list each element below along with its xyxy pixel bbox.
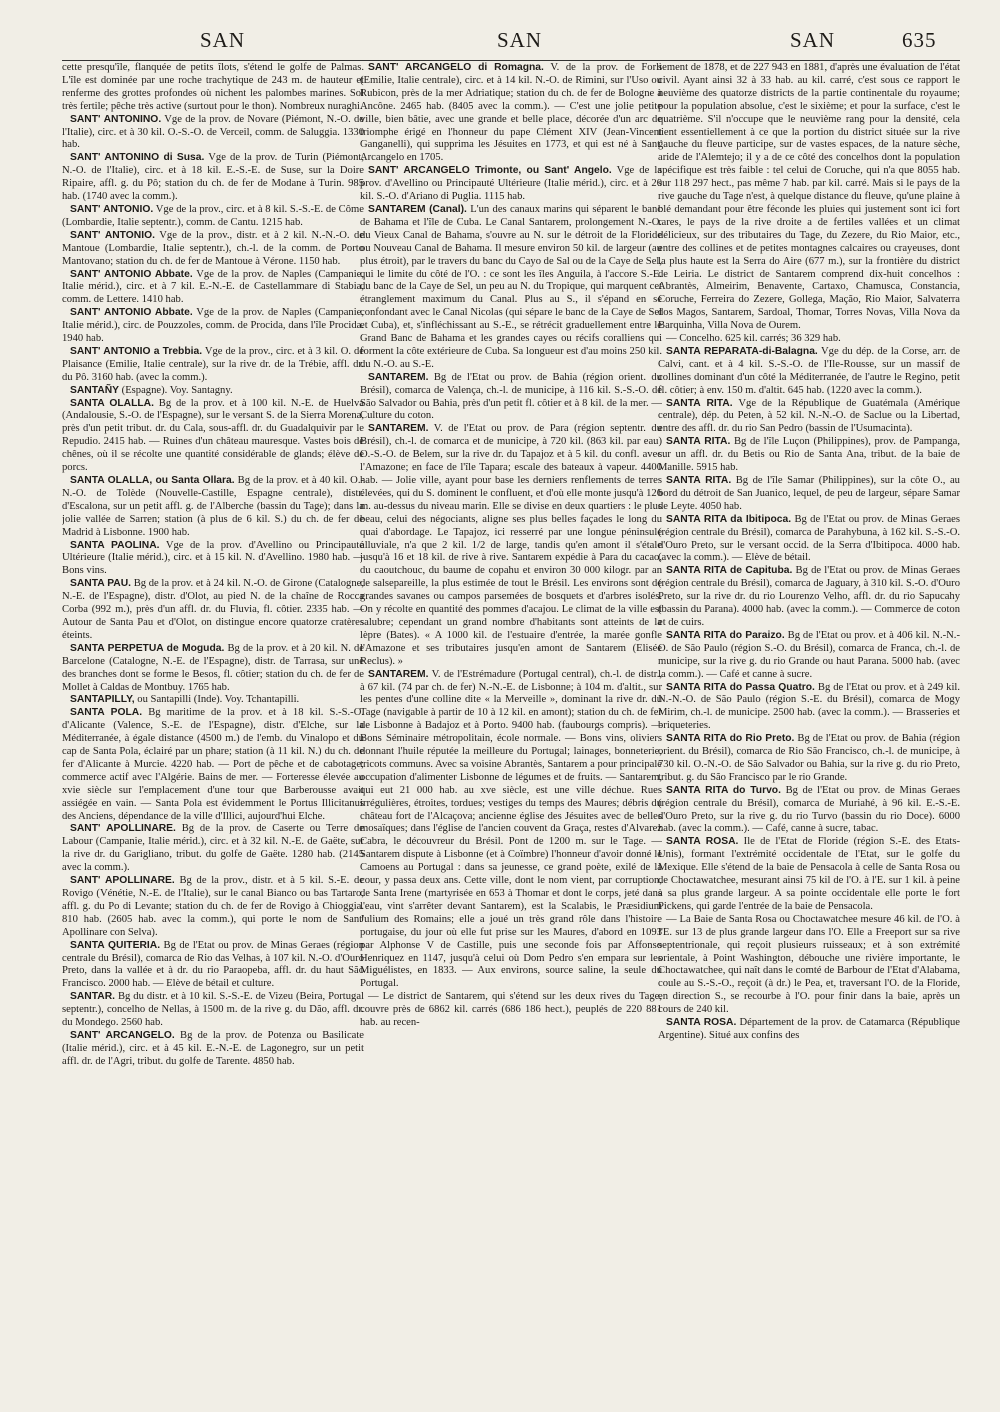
dictionary-entry (62, 707, 364, 823)
entry-text: Vge de la prov. d'Avellino ou Principauté Ultérieure (Italie mérid.), circ. et à 15 kil. N. d'Avellino. 1980 hab. — Bons vins. (62, 539, 364, 577)
dictionary-entry (62, 152, 364, 204)
entry-text: Vge de la prov. de Naples (Campanie, Italie mérid.), circ. et à 7 kil. E.-N.-E. de Castellammare di Stabia, comm. de Lettere. 1410 hab. (62, 268, 364, 306)
entry-text: L'un des canaux marins qui séparent le banc de Bahama et l'île de Cuba. Le Canal Santarem, prolongement N.-O. du Vieux Canal de Bahama, s'ouvre au N. sur le détroit de la Floride ou Nouveau Canal de Bahama. Il mesure environ 50 kil. de largeur (au plus étroit), par le travers du banc du Cayo de Sal ou de la Caye de Sel, qui le limite du côté de l'O. : ce sont les îles Anguila, à l'accore S.-E. du banc de la Caye de Sel, un peu au N. du Tropique, qui marquent cet étranglement maximum du Canal. Plus au S., il s'épand en se confondant avec le Canal Nicolas (qui sépare le banc de la Caye de Sel et Cuba), et, s'infléchissant au S.-E., se rétrécit graduellement entre le Grand Banc de Bahama et les grandes cayes ou récifs coralliens qui forment la côte extérieure de Cuba. Sa longueur est d'au moins 250 kil. du N.-O. au S.-E. (360, 203, 662, 370)
entry-text: V. de la prov. de Forlì (Emilie, Italie centrale), circ. et à 14 kil. N.-O. de Rimini, sur l'Uso ou Rubicon, près de la mer Adriatique; station du ch. de fer de Bologne à Ancône. 2465 hab. (8405 avec la comm.). — C'est une jolie petite ville, bien bâtie, avec une grande et belle place, décorée d'un arc de triomphe érigé en l'honneur du pape Clément XIV (Jean-Vincent Ganganelli), qui supprima les Jésuites en 1773, et qui est né à Sant' Arcangelo en 1705. (360, 62, 662, 164)
dictionary-entry (62, 307, 364, 346)
entry-text: Département de la prov. de Catamarca (République Argentine). Situé aux confins des (658, 1017, 960, 1041)
entry-headword: SANT' ANTONINO. (70, 113, 162, 125)
dictionary-entry (62, 346, 364, 385)
entry-headword: SANTA OLALLA, ou Santa Ollara. (70, 475, 235, 486)
entry-text: Bg de l'Etat ou prov. de Minas Geraes (région centrale du Brésil), comarca de Jaguary, à 310 kil. S.-O. d'Ouro Preto, sur la rive dr. du rio Lourenzo Velho, affl. dr. du rio Sapucahy (bassin du Parana). 4000 hab. (avec la comm.). — Commerce de coton et de cuirs. (658, 565, 960, 628)
dictionary-entry (360, 669, 662, 992)
dictionary-entry (658, 836, 960, 913)
dictionary-entry (360, 372, 662, 424)
dictionary-entry (658, 630, 960, 682)
entry-text: Vge de la prov. de Turin (Piémont, N.-O. de l'Italie), circ. et à 18 kil. E.-S.-E. de Suse, sur la Doire Ripaire, affl. g. du Pô; station du ch. de fer de Modane à Turin. 985 hab. (1740 avec la comm.). (62, 152, 364, 203)
entry-headword: SANTA PAOLINA. (70, 539, 160, 551)
entry-headword: SANTA OLALLA. (70, 397, 154, 409)
entry-text: Bg de l'île Luçon (Philippines), prov. de Pampanga, sur un affl. dr. du Betis ou Rio de Santa Ana, tribut. de la baie de Manille. 5915 hab. (658, 436, 960, 474)
running-head-center: SAN (497, 28, 543, 52)
header-rule (62, 60, 960, 61)
dictionary-entry (658, 1017, 960, 1043)
entry-headword: SANTA RITA da Ibitipoca. (666, 513, 792, 525)
entry-text: Vge du dép. de la Corse, arr. de Calvi, cant. et à 4 kil. S.-S.-O. de l'Ile-Rousse, sur un massif de collines dominant d'un côté la Méditerranée, de l'autre le Regino, petit fl. côtier; à env. 150 m. d'altit. 645 hab. (1220 avec la comm.). (658, 345, 960, 396)
entry-headword: SANTAREM. (368, 371, 429, 383)
entry-text: Ile de l'Etat de Floride (région S.-E. des Etats-Unis), formant l'extrémité occidentale de l'Etat, sur le golfe du Mexique. Elle s'étend de la baie de Pensacola à celle de Santa Rosa ou de Choctawatchee, mesurant ainsi 75 kil de l'O. à l'E. sur 1 kil. à peine à sa plus grande largeur. A sa pointe occidentale elle porte le fort Pickens, qui garde l'entrée de la baie de Pensacola. (658, 836, 960, 912)
dictionary-entry (658, 436, 960, 475)
dictionary-entry (658, 914, 960, 1017)
dictionary-entry (62, 940, 364, 992)
entry-headword: SANTA RITA. (666, 436, 731, 448)
dictionary-entry (62, 1030, 364, 1069)
entry-headword: SANTA RITA de Capituba. (666, 565, 793, 577)
dictionary-entry (62, 114, 364, 153)
dictionary-entry (360, 62, 662, 165)
entry-headword: SANT' APOLLINARE. (70, 875, 175, 887)
entry-text: Vge de la prov., circ. et à 8 kil. S.-S.-E. de Côme (Lombardie, Italie septentr.), comm. de Cantu. 1215 hab. (62, 203, 364, 228)
entry-headword: SANT' ANTONIO Abbate. (70, 307, 193, 319)
entry-headword: SANTAÑY (70, 384, 120, 396)
dictionary-entry (62, 643, 364, 695)
entry-text: Vge de la prov. de Naples (Campanie, Italie mérid.), circ. de Pouzzoles, comm. de Procida, dans l'île Procida. 1940 hab. (62, 307, 364, 345)
running-head-right: SAN (790, 28, 836, 52)
entry-text: Bg de l'Etat ou prov. de Bahia (région orient. du Brésil), comarca de Rio São Francisco, ch.-l. de municipe, à 730 kil. O.-N.-O. de São Salvador ou Bahia, sur la rive g. du rio Preto, tribut. g. du São Francisco par le rio Grande. (658, 733, 960, 783)
entry-text: Bg de la prov., distr. et à 5 kil. S.-E. de Rovigo (Vénétie, N.-E. de l'Italie), sur le canal Bianco ou bas Tartaro, affl. g. du Po di Levante; station du ch. de fer de Rovigo à Chioggia. 810 hab. (2605 hab. avec la comm.), qui porte le nom de Sant' Apollinare con Selva). (62, 875, 364, 938)
entry-headword: SANT' ARCANGELO di Romagna. (368, 62, 544, 73)
entry-text: — Le district de Santarem, qui s'étend sur les deux rives du Tage, couvre près de 6862 kil. carrés (686 186 hect.), peuplés de 220 881 hab. au recen- (360, 991, 662, 1029)
entry-text: — Concelho. 625 kil. carrés; 36 329 hab. (666, 333, 841, 345)
dictionary-entry (360, 204, 662, 372)
entry-text: V. de l'Etat ou prov. de Para (région septentr. du Brésil), ch.-l. de comarca et de municipe, à 720 kil. (863 kil. par eau) O.-S.-O. de Belem, sur la rive dr. du Tapajoz et à 5 kil. du confl. avec l'Amazone; en face de l'île Tapara; escale des bateaux à vapeur. 4400 hab. — Jolie ville, ayant pour base les derniers renflements de terres élevées, qui du S. dominent le confluent, et d'où elle monte jusqu'à 126 m. au-dessus du niveau marin. Elle se divise en deux quartiers : le plus beau, celui des négociants, aligne ses plus belles façades le long du quai d'abordage. Le Tapajoz, ici resserré par une longue péninsule alluviale, n'a que 2 kil. 1/2 de large, tandis qu'en amont il s'étale jusqu'à 16 et 18 kil. de rive à rive. Santarem expédie à Para du cacao, du caoutchouc, du baume de copahu et environ 30 000 kilogr. par an de salsepareille, la plus estimée de tout le Brésil. Les environs sont de grandes savanes ou campos parsemées de bosquets et d'arbres isolés. On y récolte en quantité des pommes d'acajou. Le climat de la ville est salubre; cependant un grand nombre d'habitants sont atteints de la lèpre (Bates). « A 1000 kil. de l'estuaire d'entrée, la marée gonfle l'Amazone et ses tributaires jusqu'en amont de Santarem (Elisée Reclus). » (360, 423, 662, 667)
dictionary-entry (658, 733, 960, 785)
dictionary-entry (658, 346, 960, 398)
dictionary-entry (658, 565, 960, 630)
entry-text: Bg de la prov. et à 100 kil. N.-E. de Huelva (Andalousie, S.-O. de l'Espagne), sur le versant S. de la Sierra Morena, près d'un petit tribut. dr. du Cala, sous-affl. dr. du Guadalquivir par le Repudio. 2415 hab. — Ruines d'un château mauresque. Vastes bois de chênes, où il se récolte une quantité considérable de glands; élève de porcs. (62, 397, 364, 474)
entry-headword: SANTA RITA do Paraizo. (666, 629, 785, 641)
entry-headword: SANT' ANTONIO. (70, 229, 155, 241)
entry-text: Bg de l'Etat ou prov. de Bahia (région orient. du Brésil), comarca de Valença, ch.-l. de municipe, à 116 kil. S.-S.-O. de São Salvador ou Bahia, près d'un petit fl. côtier et à 8 kil. de la mer. — Culture du coton. (360, 371, 662, 422)
dictionary-entry (62, 398, 364, 475)
dictionary-entry (658, 475, 960, 514)
dictionary-entry (360, 423, 662, 668)
entry-headword: SANT' ARCANGELO Trimonte, ou Sant' Angelo. (368, 165, 612, 177)
dictionary-entry (658, 514, 960, 566)
dictionary-entry (62, 823, 364, 875)
dictionary-entry (62, 385, 364, 398)
dictionary-entry (658, 398, 960, 437)
entry-text: Bg de l'Etat ou prov. de Minas Geraes (région centrale du Brésil), comarca de Rio das Velhas, à 107 kil. N.-O. d'Ouro Preto, dans la vallée et à dr. du rio Paraopeba, affl. dr. du haut São Francisco. 2000 hab. — Elève de bétail et culture. (62, 939, 364, 990)
entry-text: Vge de la prov. d'Avellino ou Principauté Ultérieure (Italie mérid.), circ. et à 20 kil. S.-O. d'Ariano di Puglia. 1115 hab. (360, 165, 662, 203)
entry-text: Vge de la prov., distr. et à 2 kil. N.-N.-O. de Mantoue (Lombardie, Italie septentr.), ch.-l. de la comm. de Porto Mantovano; station du ch. de fer de Mantoue à Vérone. 1150 hab. (62, 229, 364, 267)
entry-headword: SANTAREM. (368, 423, 429, 435)
entry-text: Bg de la prov. de Potenza ou Basilicate (Italie mérid.), circ. et à 45 kil. E.-N.-E. de Lagonegro, sur un petit affl. dr. de l'Agri, tribut. du golfe de Tarente. 4850 hab. (62, 1029, 364, 1067)
dictionary-entry (62, 62, 364, 114)
entry-headword: SANT' ANTONIO a Trebbia. (70, 345, 203, 357)
entry-headword: SANTA RITA do Rio Preto. (666, 733, 795, 745)
entry-headword: SANTAREM. (368, 668, 429, 680)
entry-text: Bg de l'Etat ou prov. et à 249 kil. N.-N.-O. de São Paulo (région S.-E. du Brésil), comarca de Mogy Mirim, ch.-l. de municipe. 2500 hab. (avec la comm.). — Brasseries et briqueteries. (658, 681, 960, 732)
entry-text: (Espagne). Voy. Santagny. (119, 384, 233, 396)
entry-headword: SANTA PAU. (70, 578, 132, 590)
entry-headword: SANTAR. (70, 991, 115, 1003)
entry-headword: SANTA POLA. (70, 707, 143, 719)
entry-headword: SANTA RITA. (666, 397, 733, 409)
dictionary-entry (62, 991, 364, 1030)
entry-headword: SANTA REPARATA-di-Balagna. (666, 345, 818, 357)
text-column-1 (62, 62, 364, 1402)
entry-text: Bg maritime de la prov. et à 18 kil. S.-S.-O. d'Alicante (Valence, S.-E. de l'Espagne), distr. d'Elche, sur la Méditerranée, à égale distance (4500 m.) de l'emb. du Vinalopo et du cap de Santa Pola, éclairé par un phare; station (à 11 kil. N.) du ch. de fer d'Alicante à Murcie. 4220 hab. — Port de pêche et de cabotage; commerce actif avec l'Algérie. Bains de mer. — Forteresse élevée au xvie siècle sur l'emplacement d'une tour que Barberousse avait assiégée en vain. — Santa Pola est évidemment le Portus Illicitanus des Anciens, dépendance de la ville d'Illici, aujourd'hui Elche. (62, 707, 364, 822)
entry-text: Vge de la République de Guatémala (Amérique centrale), dép. du Peten, à 52 kil. N.-N.-O. de Saclue ou la Libertad, entre des affl. dr. du rio San Pedro (bassin de l'Usumacinta). (658, 397, 960, 435)
dictionary-entry (658, 682, 960, 734)
entry-text: sement de 1878, et de 227 943 en 1881, d'après une évaluation de l'état civil. Ayant ainsi 32 à 33 hab. au kil. carré, c'est sous ce rapport le neuvième des quatorze districts de la partie continentale du royaume; pour la population absolue, c'est le sixième; et pour la surface, c'est le quatrième. S'il n'occupe que le neuvième rang pour la densité, cela tient essentiellement à ce que la portion du district située sur la rive gauche du fleuve participe, sur de vastes espaces, de la nature sèche, aride de l'Alemtejo; il y a de ce côté des concelhos dont la population spécifique est très faible : tel celui de Coruche, qui n'a que 8055 hab. sur 118 297 hect., pas même 7 hab. par kil. carré. Mais si le pays de la rive gauche du Tage n'est, à quelque distance du fleuve, qu'une plaine à blé demandant pour être féconde les pluies qui justement sont ici fort rares, le pays de la rive droite a de fertiles vallées et un climat délicieux, sur des tributaires du Tage, du Zezere, du Rio Maior, etc., entre des collines et de petites montagnes calcaires ou crayeuses, dont la plus haute est la Serra do Aire (677 m.), sur la frontière du district de Leiria. Le district de Santarem comprend dix-huit concelhos : Abrantès, Almeirim, Benavente, Cartaxo, Chamusca, Constancia, Coruche, Ferreira do Zezere, Gollega, Mação, Rio Maior, Salvaterra dos Magos, Santarem, Sardoal, Thomar, Torres Novas, Villa Nova da Barquinha, Villa Nova de Ourem. (658, 62, 960, 332)
entry-headword: SANTA RITA do Passa Quatro. (666, 681, 815, 693)
dictionary-entry (360, 991, 662, 1030)
entry-headword: SANT' ANTONIO. (70, 203, 154, 215)
entry-headword: SANT' APOLLINARE. (70, 823, 176, 835)
entry-headword: SANT' ARCANGELO. (70, 1029, 175, 1041)
entry-headword: SANT' ANTONINO di Susa. (70, 152, 205, 164)
dictionary-entry (62, 578, 364, 643)
entry-text: Bg de l'Etat ou prov. de Minas Geraes (région centrale du Brésil), comarca de Parahybuna, à 162 kil. S.-S.-O. d'Ouro Preto, sur le versant occid. de la Serra d'Ibitipoca. 4000 hab. (avec la comm.). — Elève de bétail. (658, 513, 960, 564)
entry-text: Bg de la prov. et à 24 kil. N.-O. de Girone (Catalogne, N.-E. de l'Espagne), distr. d'Olot, au pied N. de la chaîne de Rocca Corba (992 m.), près d'un affl. dr. du Fluvia, fl. côtier. 2335 hab. — Autour de Santa Pau et d'Olot, on distingue encore quatorze cratères éteints. (62, 578, 364, 641)
entry-text: ou Santapilli (Inde). Voy. Tchantapilli. (134, 694, 300, 706)
entry-text: — La Baie de Santa Rosa ou Choctawatchee mesure 46 kil. de l'O. à l'E. sur 13 de plus grande largeur dans l'O. Elle a Freeport sur sa rive septentrionale, qui reçoit plusieurs ruisseaux; et à son extrémité orientale, à Point Washington, débouche une rivière importante, le Choctawatchee, qui naît dans le comté de Barbour de l'Etat d'Alabama, coule au S.-S.-O., reçoit (à dr.) le Pea, et, traversant l'O. de la Floride, en direction S., se recourbe à l'O. pour finir dans la baie, après un cours de 240 kil. (658, 913, 960, 1016)
entry-headword: SANTA QUITERIA. (70, 939, 161, 951)
dictionary-entry (62, 269, 364, 308)
dictionary-entry (360, 165, 662, 204)
entry-text: Bg de l'île Samar (Philippines), sur la côte O., au bord du détroit de San Juanico, lequel, de peu de largeur, sépare Samar de Leyte. 4050 hab. (658, 475, 960, 512)
dictionary-entry (62, 875, 364, 940)
dictionary-entry (658, 333, 960, 346)
entry-text: Bg de la prov. et à 20 kil. N. de Barcelone (Catalogne, N.-E. de l'Espagne), distr. de Tarrasa, sur une des branches dont se forme le Besos, fl. côtier; station du ch. de fer de Mollet à Caldas de Montbuy. 1765 hab. (62, 642, 364, 693)
entry-text: Bg de l'Etat ou prov. de Minas Geraes (région centrale du Brésil), comarca de Muriahé, à 96 kil. E.-S.-E. d'Ouro Preto, sur la rive g. du rio Turvo (bassin du rio Doce). 6000 hab. (avec la comm.). — Café, canne à sucre, tabac. (658, 784, 960, 835)
entry-text: Bg du distr. et à 10 kil. S.-S.-E. de Vizeu (Beira, Portugal septentr.), concelho de Nellas, à 1500 m. de la rive g. du Dão, affl. dr. du Mondego. 2560 hab. (62, 991, 364, 1029)
dictionary-entry (62, 475, 364, 540)
text-column-3 (658, 62, 960, 1402)
entry-headword: SANTA RITA. (666, 475, 732, 486)
entry-headword: SANTA ROSA. (666, 1017, 737, 1029)
entry-headword: SANTA ROSA. (666, 836, 739, 848)
entry-text: Bg de la prov. et à 40 kil. O.-N.-O. de Tolède (Nouvelle-Castille, Espagne centrale), distr. d'Escalona, sur un petit affl. g. de l'Alberche (bassin du Tage); dans la jolie vallée de Sarren; station (à plus de 6 kil. S.) du ch. de fer de Madrid à Lisbonne. 1900 hab. (62, 475, 364, 538)
entry-headword: SANT' ANTONIO Abbate. (70, 268, 193, 280)
dictionary-entry (62, 230, 364, 269)
running-head-left: SAN (200, 28, 246, 52)
text-column-2 (360, 62, 662, 1402)
entry-text: Vge de la prov., circ. et à 3 kil. O. de Plaisance (Emilie, Italie centrale), sur la rive dr. de la Trébie, affl. dr. du Pô. 3160 hab. (avec la comm.). (62, 345, 364, 383)
dictionary-entry (62, 204, 364, 230)
entry-text: cette presqu'île, flanquée de petits îlots, s'étend le golfe de Palmas. L'île est dominée par une roche trachytique de 243 m. de hauteur et renferme des grottes profondes où nichent les palombes marines. Sol très fertile; pêche très active (surtout pour le thon). Nombreux nuraghi. (62, 62, 364, 112)
entry-headword: SANTA PERPETUA de Moguda. (70, 642, 225, 654)
dictionary-entry (62, 694, 364, 707)
entry-text: Vge de la prov. de Novare (Piémont, N.-O. de l'Italie), circ. et à 30 kil. O.-S.-O. de Verceil, comm. de Saluggia. 1330 hab. (62, 113, 364, 151)
dictionary-entry (658, 785, 960, 837)
dictionary-entry (658, 62, 960, 333)
entry-text: V. de l'Estrémadure (Portugal central), ch.-l. de distr., à 67 kil. (74 par ch. de fer) N.-N.-E. de Lisbonne; à 104 m. d'altit., sur les pentes d'une colline dite « la Merveille », dominant la rive dr. du Tage (navigable à partir de 10 à 12 kil. en amont); station du ch. de fer de Lisbonne à Badajoz et à Porto. 9400 hab. (faubourgs compris). — Bons Séminaire métropolitain, école normale. — Bons vins, oliviers donnant l'huile réputée la meilleure du Portugal; lainages, bonneterie, tricots communs. Avec sa voisine Abrantès, Santarem a pour principale occupation d'alimenter Lisbonne de légumes et de fruits. — Santarem, qui eut 21 000 hab. au xve siècle, est une ville déchue. Rues irrégulières, étroites, tordues; vestiges du temps des Maures; débris du château fort de l'Alcaçova; ancienne église des Jésuites avec de belles mosaïques; dans l'église de l'ancien couvent da Graça, restes d'Alvarez Cabra, le découvreur du Brésil. Pont de 1200 m. sur le Tage. — Santarem dispute à Lisbonne (et à Coïmbre) l'honneur d'avoir donné le Camoens au Portugal : dans sa jeunesse, ce grand poète, exilé de la cour, y passa deux ans. Cette ville, dont le nom vient, par corruption, de Santa Irene (martyrisée en 653 à Thomar et dont le corps, jeté dans l'eau, vint s'arrêter devant Santarem), est la Scalabis, le Præsidium Julium des Romains; elle a joué un très grand rôle dans l'histoire portugaise, du jour où elle fut prise sur les Maures, d'abord en 1093 par Alphonse V de Castille, puis une seconde fois par Affonso Henriquez en 1147, jusqu'à celui où Dom Pedro s'en empara sur les Miguélistes, en 1833. — Aux environs, source saline, la seule du Portugal. (360, 668, 662, 990)
entry-text: Bg de la prov. de Caserte ou Terre de Labour (Campanie, Italie mérid.), circ. et à 32 kil. N.-E. de Gaëte, sur la rive dr. du Garigliano, tribut. du golfe de Gaëte. 1280 hab. (2145 avec la comm.). (62, 823, 364, 874)
entry-headword: SANTA RITA do Turvo. (666, 784, 781, 796)
entry-headword: SANTAREM (Canal). (368, 203, 467, 215)
entry-headword: SANTAPILLY, (70, 694, 135, 706)
dictionary-entry (62, 540, 364, 579)
entry-text: Bg de l'Etat ou prov. et à 406 kil. N.-N.-O. de São Paulo (région S.-O. du Brésil), comarca de Franca, ch.-l. de municipe, sur la rive g. du rio Grande ou haut Parana. 5000 hab. (avec la comm.). — Café et canne à sucre. (658, 629, 960, 680)
page-number: 635 (902, 28, 937, 52)
